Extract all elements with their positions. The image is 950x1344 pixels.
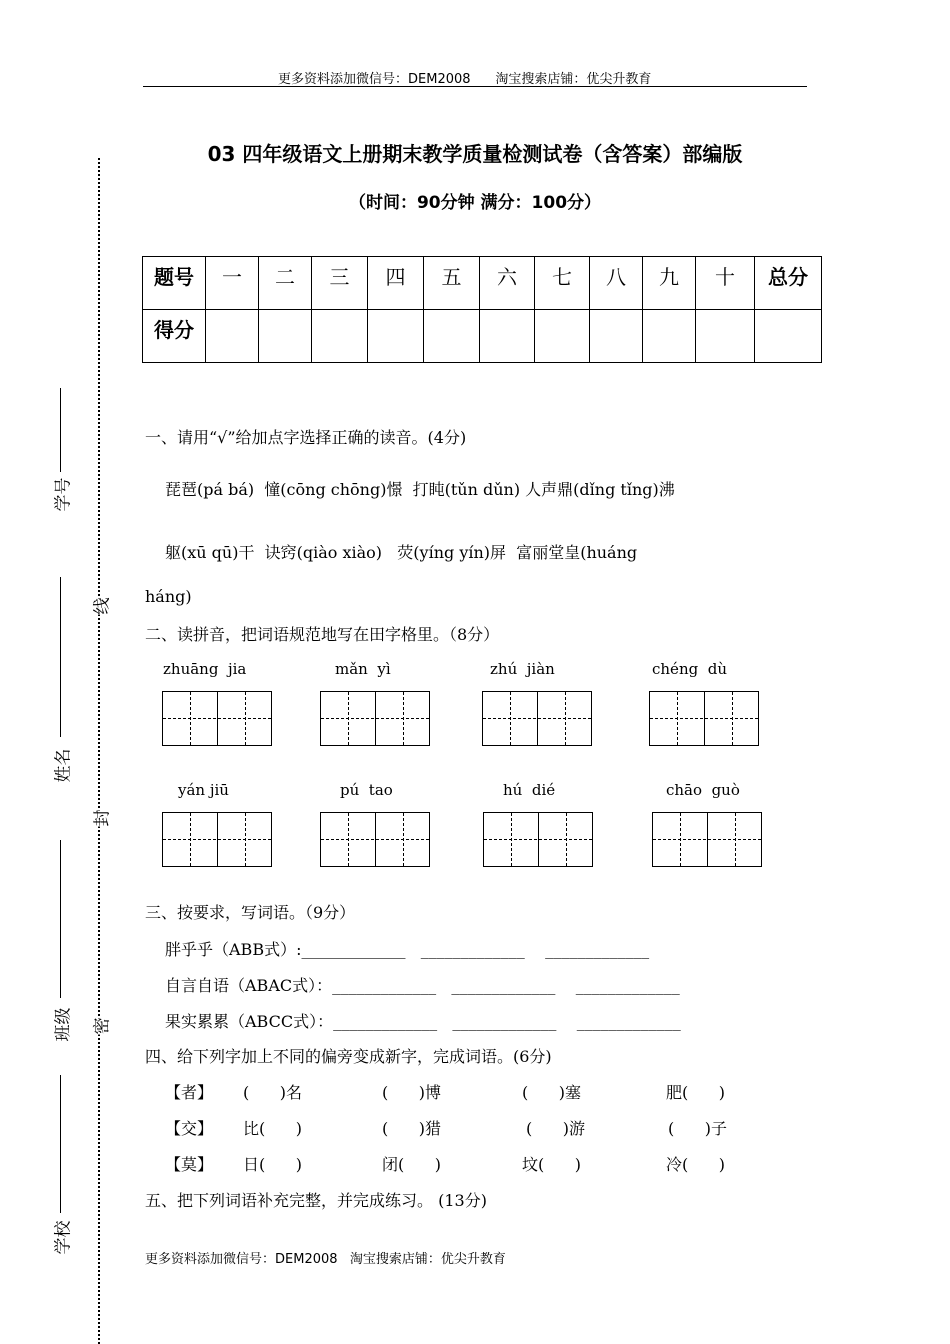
q3-line: 胖乎乎（ABB式）:_____________ _____________ _____________ — [165, 940, 650, 959]
score-col: 三 — [312, 257, 368, 310]
q4-blank: ( )名 — [243, 1083, 303, 1102]
q3-line: 自言自语（ABAC式）：_____________ _____________ _____________ — [165, 976, 680, 995]
binding-dotted-line — [98, 158, 100, 1344]
q4-blank: 闭( ) — [382, 1155, 442, 1174]
pinyin-label: chéng dù — [652, 660, 727, 678]
score-cell[interactable] — [755, 310, 822, 363]
score-header-label: 题号 — [143, 257, 206, 310]
footer-text: 更多资料添加微信号：DEM2008 淘宝搜索店铺：优尖升教育 — [145, 1252, 506, 1267]
score-table — [142, 256, 822, 363]
school-underline — [60, 1075, 61, 1213]
score-col: 六 — [480, 257, 535, 310]
tianzige-box[interactable] — [649, 691, 759, 746]
q2-title: 二、读拼音，把词语规范地写在田字格里。（8分） — [145, 625, 500, 644]
score-col: 九 — [643, 257, 696, 310]
q1-line: háng) — [145, 587, 192, 606]
score-col: 五 — [424, 257, 480, 310]
page-title: 03 四年级语文上册期末教学质量检测试卷（含答案）部编版 — [207, 142, 743, 166]
q4-blank: ( )子 — [668, 1119, 728, 1138]
student-id-underline — [60, 388, 61, 472]
score-col: 二 — [259, 257, 312, 310]
score-col: 七 — [535, 257, 590, 310]
q1-line: 躯(xū qū)干 诀窍(qiào xiào) 荧(yíng yín)屏 富丽堂皇(huáng — [165, 543, 638, 562]
score-cell[interactable] — [368, 310, 424, 363]
page-subtitle: （时间：90分钟 满分：100分） — [348, 193, 602, 213]
score-cell[interactable] — [424, 310, 480, 363]
seal-text-mi: 密 — [88, 1019, 113, 1035]
q5-title: 五、把下列词语补充完整，并完成练习。 (13分) — [145, 1191, 487, 1210]
pinyin-label: chāo guò — [666, 781, 740, 799]
pinyin-label: pú tao — [340, 781, 393, 799]
name-label: 姓名 — [53, 748, 74, 783]
pinyin-label: mǎn yì — [335, 660, 391, 678]
q4-blank: 冷( ) — [666, 1155, 726, 1174]
q1-title: 一、请用“√”给加点字选择正确的读音。(4分) — [145, 428, 467, 447]
q4-radical: 【者】 — [165, 1083, 214, 1102]
score-cell[interactable] — [696, 310, 755, 363]
tianzige-box[interactable] — [482, 691, 592, 746]
score-table-score-row — [143, 310, 822, 363]
seal-text-feng: 封 — [88, 811, 113, 827]
q3-title: 三、按要求，写词语。（9分） — [145, 903, 356, 922]
q4-blank: 坟( ) — [522, 1155, 582, 1174]
header-divider — [143, 86, 807, 87]
score-cell[interactable] — [480, 310, 535, 363]
tianzige-box[interactable] — [320, 812, 430, 867]
q4-title: 四、给下列字加上不同的偏旁变成新字，完成词语。(6分) — [145, 1047, 552, 1066]
score-cell[interactable] — [643, 310, 696, 363]
score-cell[interactable] — [312, 310, 368, 363]
q4-blank: ( )猎 — [382, 1119, 442, 1138]
score-cell[interactable] — [590, 310, 643, 363]
pinyin-label: hú dié — [503, 781, 556, 799]
score-cell[interactable] — [535, 310, 590, 363]
score-col: 一 — [206, 257, 259, 310]
student-id-label: 学号 — [53, 477, 74, 512]
q4-radical: 【交】 — [165, 1119, 214, 1138]
score-cell[interactable] — [206, 310, 259, 363]
q1-line: 琵琶(pá bá) 憧(cōng chōng)憬 打盹(tǔn dǔn) 人声鼎(dǐng tǐng)沸 — [165, 480, 675, 499]
pinyin-label: zhú jiàn — [490, 660, 555, 678]
seal-text-xian: 线 — [88, 599, 113, 615]
q4-blank: 日( ) — [243, 1155, 303, 1174]
class-underline — [60, 840, 61, 998]
score-col: 十 — [696, 257, 755, 310]
q4-blank: ( )游 — [526, 1119, 586, 1138]
tianzige-box[interactable] — [162, 812, 272, 867]
tianzige-box[interactable] — [320, 691, 430, 746]
pinyin-label: yán jiū — [178, 781, 229, 799]
tianzige-box[interactable] — [652, 812, 762, 867]
score-table-header-row — [143, 257, 822, 310]
score-cell[interactable] — [259, 310, 312, 363]
q4-blank: ( )博 — [382, 1083, 442, 1102]
score-col: 四 — [368, 257, 424, 310]
school-label: 学校 — [53, 1220, 74, 1255]
q4-blank: 比( ) — [243, 1119, 303, 1138]
q4-radical: 【莫】 — [165, 1155, 214, 1174]
header-text: 更多资料添加微信号：DEM2008 淘宝搜索店铺：优尖升教育 — [278, 72, 652, 87]
score-col-total: 总分 — [755, 257, 822, 310]
class-label: 班级 — [53, 1007, 74, 1042]
pinyin-label: zhuāng jia — [163, 660, 247, 678]
score-row-label: 得分 — [143, 310, 206, 363]
q3-line: 果实累累（ABCC式）：_____________ _____________ _____________ — [165, 1012, 681, 1031]
q4-blank: 肥( ) — [666, 1083, 726, 1102]
name-underline — [60, 577, 61, 737]
tianzige-box[interactable] — [483, 812, 593, 867]
score-col: 八 — [590, 257, 643, 310]
tianzige-box[interactable] — [162, 691, 272, 746]
q4-blank: ( )塞 — [522, 1083, 582, 1102]
